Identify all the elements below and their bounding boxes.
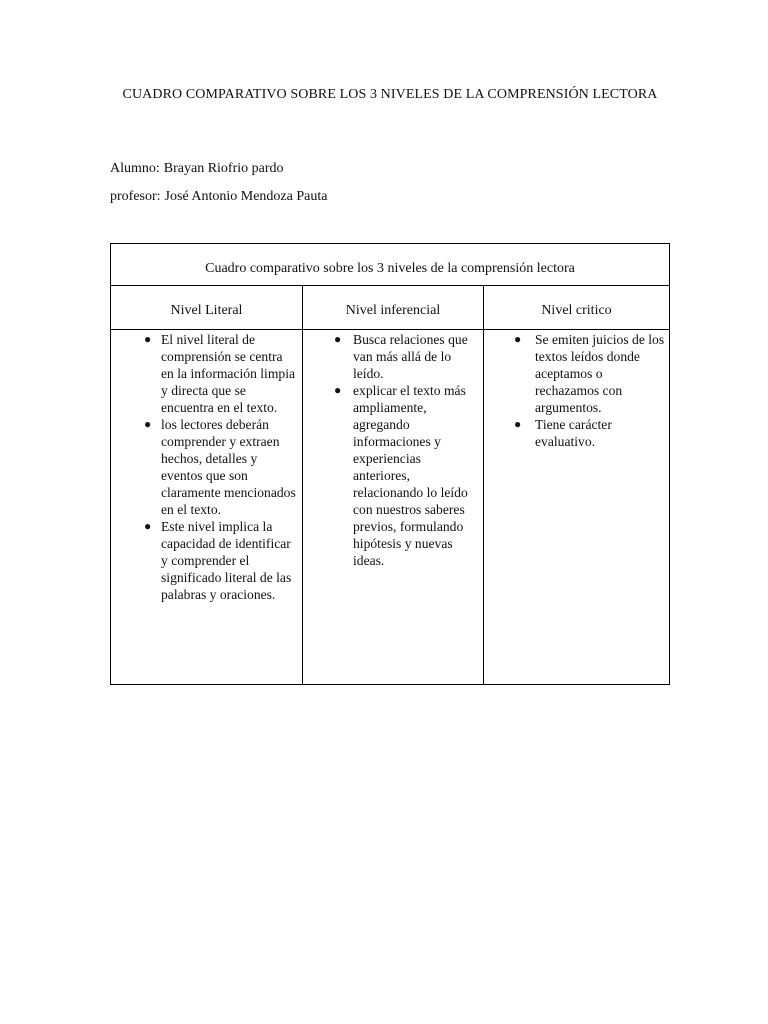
list-item-text: explicar el texto más ampliamente, agregando informaciones y experiencias anteriores, relacionando lo leído con nuestros saberes previos, formulando hipótesis y nuevas ideas. (353, 383, 468, 568)
teacher-name: José Antonio Mendoza Pauta (164, 189, 328, 204)
table-caption: Cuadro comparativo sobre los 3 niveles de la comprensión lectora (111, 244, 669, 286)
list-item (303, 382, 483, 569)
teacher-line (110, 188, 327, 206)
list-item-text: los lectores deberán comprender y extraen hechos, detalles y eventos que son claramente mencionados en el texto. (161, 417, 296, 517)
bullet-icon: ● (144, 519, 152, 533)
teacher-label: profesor: (110, 189, 161, 204)
bullet-icon: ● (144, 332, 152, 346)
student-line (110, 160, 284, 178)
header-nivel-inferencial: Nivel inferencial (303, 286, 484, 329)
table-body-row (111, 330, 669, 684)
cell-nivel-inferencial (303, 330, 484, 684)
list-item (111, 518, 302, 603)
list-item-text: Se emiten juicios de los textos leídos donde aceptamos o rechazamos con argumentos. (535, 332, 665, 415)
list-item (111, 331, 302, 416)
bullet-icon: ● (334, 383, 342, 397)
list-item (484, 416, 669, 450)
list-item-text: Este nivel implica la capacidad de identificar y comprender el significado literal de las palabras y oraciones. (161, 519, 292, 602)
document-title: CUADRO COMPARATIVO SOBRE LOS 3 NIVELES DE LA COMPRENSIÓN LECTORA (122, 87, 658, 102)
cell-nivel-literal (111, 330, 303, 684)
bullet-icon: ● (514, 332, 522, 346)
list-item (484, 331, 669, 416)
header-nivel-critico: Nivel critico (541, 303, 612, 318)
list-item-text: El nivel literal de comprensión se centra en la información limpia y directa que se encuentra en el texto. (161, 332, 296, 415)
table-header-row (111, 286, 669, 330)
comparison-table (110, 243, 670, 685)
list-item-text: Tiene carácter evaluativo. (535, 417, 612, 449)
header-nivel-literal: Nivel Literal (111, 286, 303, 329)
list-item (303, 331, 483, 382)
list-nivel-inferencial (303, 330, 483, 569)
bullet-icon: ● (334, 332, 342, 346)
student-name: Brayan Riofrio pardo (163, 161, 284, 176)
list-nivel-critico (484, 330, 669, 450)
list-item-text: Busca relaciones que van más allá de lo leído. (353, 332, 468, 381)
cell-nivel-critico (484, 330, 669, 684)
bullet-icon: ● (144, 417, 152, 431)
bullet-icon: ● (514, 417, 522, 431)
student-label: Alumno: (110, 161, 160, 176)
list-nivel-literal (111, 330, 302, 603)
list-item (111, 416, 302, 518)
